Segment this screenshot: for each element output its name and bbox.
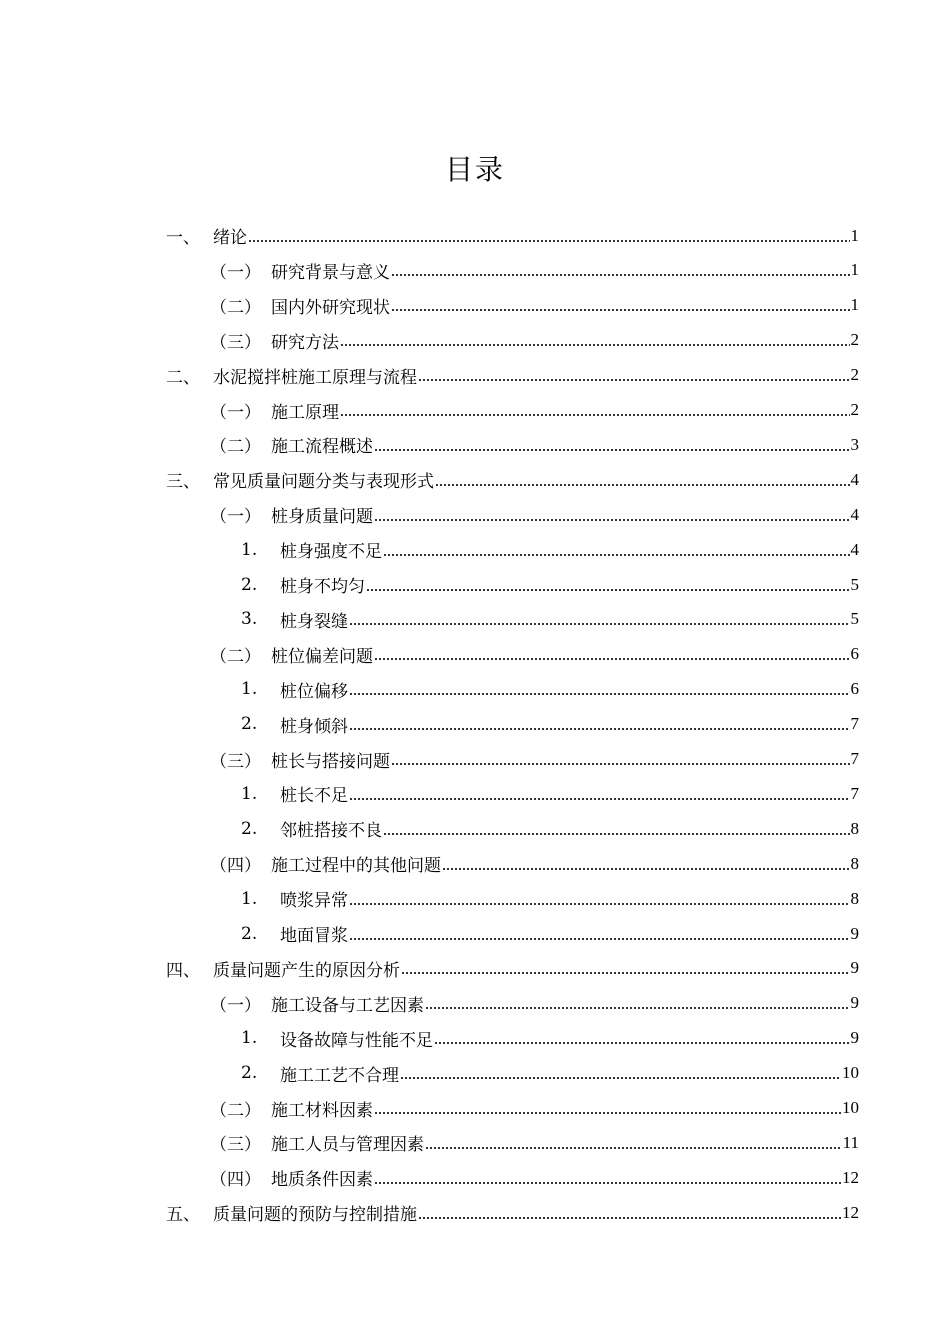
toc-entry-title: 桩身倾斜 bbox=[280, 716, 348, 737]
toc-entry-page-number: 4 bbox=[850, 504, 859, 524]
dot-leader bbox=[401, 972, 850, 974]
toc-entry[interactable] bbox=[210, 846, 859, 881]
toc-entry-title: 桩位偏移 bbox=[280, 681, 348, 702]
toc-entry-title: 施工人员与管理因素 bbox=[271, 1135, 424, 1156]
toc-entry-number: （二） bbox=[210, 646, 261, 667]
toc-entry-page-number: 11 bbox=[842, 1132, 859, 1152]
toc-entry-title: 桩身不均匀 bbox=[280, 577, 365, 597]
toc-entry[interactable] bbox=[210, 253, 859, 288]
toc-entry-title: 桩长与搭接问题 bbox=[271, 751, 390, 772]
dot-leader bbox=[391, 309, 850, 311]
dot-leader bbox=[400, 1077, 841, 1079]
toc-entry[interactable] bbox=[210, 393, 859, 428]
toc-entry-page-number: 4 bbox=[850, 539, 859, 559]
toc-entry-title: 地面冒浆 bbox=[280, 926, 348, 946]
dot-leader bbox=[391, 763, 850, 765]
toc-entry-page-number: 9 bbox=[850, 958, 859, 978]
dot-leader bbox=[418, 379, 850, 381]
dot-leader bbox=[340, 344, 850, 346]
toc-entry-page-number: 12 bbox=[842, 1167, 859, 1187]
toc-entry-title: 桩身裂缝 bbox=[280, 611, 348, 632]
toc-entry-number: （二） bbox=[210, 437, 261, 458]
dot-leader bbox=[374, 1182, 841, 1184]
toc-entry-number: 2. bbox=[241, 1063, 258, 1084]
toc-entry-title: 桩身强度不足 bbox=[280, 542, 382, 563]
toc-entry-title: 施工流程概述 bbox=[271, 437, 373, 458]
toc-entry-number: 1. bbox=[241, 539, 258, 560]
toc-entry-page-number: 2 bbox=[850, 400, 859, 419]
dot-leader bbox=[349, 938, 850, 940]
toc-entry-number: （一） bbox=[210, 507, 261, 528]
toc-entry-title: 桩长不足 bbox=[280, 786, 348, 807]
toc-entry-number: 一、 bbox=[166, 228, 200, 248]
toc-entry-number: （四） bbox=[210, 856, 261, 877]
dot-leader bbox=[425, 1007, 850, 1009]
dot-leader bbox=[391, 274, 850, 276]
toc-entry[interactable] bbox=[210, 1160, 859, 1195]
toc-entry-title: 设备故障与性能不足 bbox=[280, 1030, 433, 1051]
dot-leader bbox=[374, 1112, 841, 1114]
dot-leader bbox=[374, 519, 850, 521]
toc-entry-page-number: 5 bbox=[850, 609, 859, 629]
toc-entry-title: 国内外研究现状 bbox=[271, 297, 390, 318]
toc-entry[interactable] bbox=[166, 951, 859, 986]
dot-leader bbox=[349, 623, 850, 625]
toc-entry[interactable] bbox=[210, 986, 859, 1021]
dot-leader bbox=[434, 1042, 850, 1044]
toc-title: 目录 bbox=[444, 153, 505, 186]
dot-leader bbox=[340, 414, 850, 416]
toc-entry-number: 1. bbox=[241, 679, 258, 700]
toc-entry-page-number: 9 bbox=[850, 1028, 859, 1048]
toc-entry-number: （一） bbox=[210, 402, 261, 423]
toc-entry-title: 桩身质量问题 bbox=[271, 507, 373, 528]
toc-entry[interactable] bbox=[241, 602, 859, 637]
toc-entry[interactable] bbox=[241, 1056, 859, 1091]
dot-leader bbox=[383, 833, 850, 835]
dot-leader bbox=[366, 589, 850, 591]
toc-entry-title: 研究方法 bbox=[271, 332, 339, 353]
toc-entry-number: （三） bbox=[210, 751, 261, 772]
toc-entry[interactable] bbox=[210, 323, 859, 358]
toc-entry-title: 质量问题的预防与控制措施 bbox=[213, 1205, 417, 1226]
toc-entry[interactable] bbox=[210, 288, 859, 323]
toc-entry-title: 施工设备与工艺因素 bbox=[271, 995, 424, 1016]
toc-entry-title: 常见质量问题分类与表现形式 bbox=[213, 472, 434, 493]
dot-leader bbox=[435, 484, 850, 486]
dot-leader bbox=[425, 1147, 842, 1149]
toc-entry-page-number: 6 bbox=[850, 679, 859, 699]
toc-entry-number: （二） bbox=[210, 297, 261, 318]
dot-leader bbox=[349, 798, 850, 800]
toc-entry-title: 桩位偏差问题 bbox=[271, 646, 373, 667]
toc-entry[interactable] bbox=[241, 916, 859, 951]
toc-entry[interactable] bbox=[210, 1091, 859, 1126]
dot-leader bbox=[349, 903, 850, 905]
dot-leader bbox=[349, 728, 850, 730]
toc-entry-title: 施工工艺不合理 bbox=[280, 1065, 399, 1086]
dot-leader bbox=[374, 658, 850, 660]
toc-entry[interactable] bbox=[166, 462, 859, 497]
toc-entry[interactable] bbox=[241, 532, 859, 567]
toc-entry-page-number: 9 bbox=[850, 923, 859, 943]
toc-entry-number: （三） bbox=[210, 332, 261, 353]
toc-entry[interactable] bbox=[210, 637, 859, 672]
toc-entry-number: （一） bbox=[210, 262, 261, 283]
toc-entry-page-number: 1 bbox=[850, 225, 859, 245]
toc-entry-number: 3. bbox=[241, 609, 258, 630]
toc-entry-page-number: 4 bbox=[850, 469, 859, 489]
toc-entry-title: 地质条件因素 bbox=[271, 1170, 373, 1191]
toc-entry-title: 研究背景与意义 bbox=[271, 262, 390, 283]
toc-entry-number: 1. bbox=[241, 783, 258, 804]
toc-entry-page-number: 7 bbox=[850, 783, 859, 803]
toc-entry-page-number: 1 bbox=[850, 260, 859, 280]
toc-entry[interactable] bbox=[210, 742, 859, 777]
toc-entry-page-number: 10 bbox=[842, 1098, 859, 1117]
toc-entry-title: 喷浆异常 bbox=[280, 891, 348, 912]
toc-entry-page-number: 10 bbox=[842, 1063, 859, 1083]
toc-entry-title: 质量问题产生的原因分析 bbox=[213, 960, 400, 981]
toc-entry-page-number: 1 bbox=[850, 295, 859, 315]
toc-entry-page-number: 7 bbox=[850, 749, 859, 768]
dot-leader bbox=[442, 868, 850, 870]
toc-entry-title: 水泥搅拌桩施工原理与流程 bbox=[213, 367, 417, 388]
toc-entry[interactable] bbox=[241, 881, 859, 916]
toc-entry-number: （二） bbox=[210, 1100, 261, 1121]
toc-entry-number: 1. bbox=[241, 888, 258, 909]
toc-entry-title: 绪论 bbox=[213, 228, 247, 248]
toc-entry-number: 二、 bbox=[166, 367, 200, 388]
toc-entry[interactable] bbox=[241, 1021, 859, 1056]
toc-entry[interactable] bbox=[241, 776, 859, 811]
toc-entry-number: 1. bbox=[241, 1028, 258, 1049]
toc-entry-number: 2. bbox=[241, 574, 258, 595]
toc-entry-number: 五、 bbox=[166, 1205, 200, 1226]
dot-leader bbox=[374, 449, 850, 451]
toc-entry-page-number: 9 bbox=[850, 993, 859, 1013]
toc-entry-page-number: 8 bbox=[850, 818, 859, 838]
toc-entry-title: 邻桩搭接不良 bbox=[280, 821, 382, 842]
toc-entry-number: 四、 bbox=[166, 960, 200, 981]
toc-entry-page-number: 5 bbox=[850, 574, 859, 594]
toc-entry-page-number: 8 bbox=[850, 853, 859, 873]
toc-entry[interactable] bbox=[241, 567, 859, 602]
dot-leader bbox=[248, 240, 850, 242]
toc-entry-page-number: 7 bbox=[850, 714, 859, 734]
toc-entry[interactable] bbox=[210, 1125, 859, 1160]
toc-entry-title: 施工过程中的其他问题 bbox=[271, 856, 441, 877]
dot-leader bbox=[383, 554, 850, 556]
toc-entry-number: （一） bbox=[210, 995, 261, 1016]
toc-entry-title: 施工材料因素 bbox=[271, 1100, 373, 1121]
toc-entry-page-number: 12 bbox=[842, 1202, 859, 1222]
toc-entry[interactable] bbox=[166, 1195, 859, 1230]
dot-leader bbox=[349, 693, 850, 695]
toc-entry-page-number: 2 bbox=[850, 330, 859, 350]
toc-entry[interactable] bbox=[241, 672, 859, 707]
toc-entry[interactable] bbox=[166, 218, 859, 253]
toc-entry[interactable] bbox=[210, 427, 859, 462]
toc-entry-page-number: 8 bbox=[850, 888, 859, 908]
toc-entry-page-number: 3 bbox=[850, 434, 859, 454]
toc-entry[interactable] bbox=[210, 497, 859, 532]
toc-entry-number: 2. bbox=[241, 923, 258, 944]
toc-entry[interactable] bbox=[166, 358, 859, 393]
toc-entry[interactable] bbox=[241, 707, 859, 742]
toc-entry-page-number: 2 bbox=[850, 365, 859, 385]
toc-entry-page-number: 6 bbox=[850, 644, 859, 664]
toc-entry-number: （四） bbox=[210, 1170, 261, 1191]
toc-entry-title: 施工原理 bbox=[271, 402, 339, 423]
toc-entry-number: 2. bbox=[241, 714, 258, 735]
toc-entry-number: 2. bbox=[241, 818, 258, 839]
toc-entry[interactable] bbox=[241, 811, 859, 846]
toc-entry-number: 三、 bbox=[166, 472, 200, 493]
toc-entry-number: （三） bbox=[210, 1135, 261, 1156]
dot-leader bbox=[418, 1217, 841, 1219]
